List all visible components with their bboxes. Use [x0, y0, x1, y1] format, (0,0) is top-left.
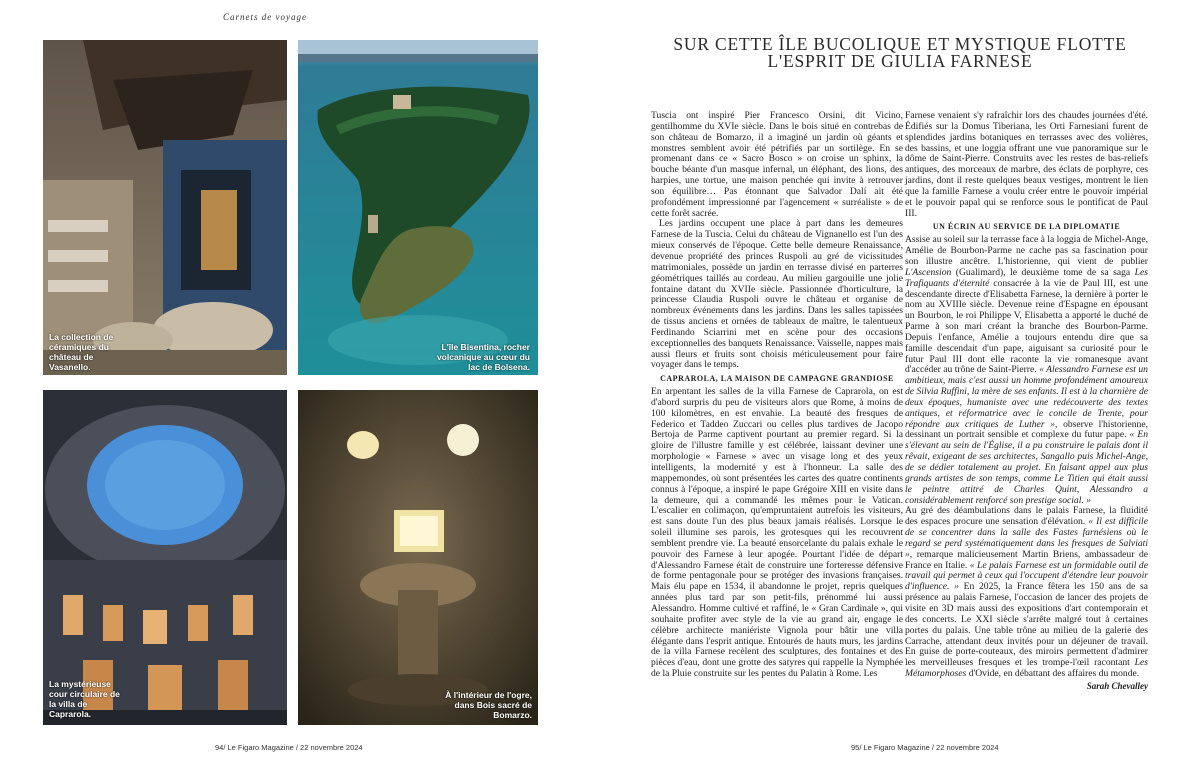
photo-ceramics	[43, 40, 287, 375]
paragraph: Au gré des déambulations dans le palais Farnese, la fluidité des espaces procure une sensation d'élévation. « Il est difficile de se concentrer dans la salle des Fastes farnésiens où le regard se perd systématiquement dans les fresques de Salviati », remarque malicieusement Martin Briens, ambassadeur de France en Italie. « Le palais Farnese est un formidable outil de travail qui permet à ceux qui l'occupent d'étendre leur pouvoir d'influence. » En 2025, la France fêtera les 150 ans de sa présence au palais Farnese, l'occasion de lancer des projets de visite en 3D mais aussi des expositions d'art contemporain et des concerts. Le XXI siècle s'arrête malgré tout à certaines portes du palais. Une table trône au milieu de la galerie des Carrache, attendant deux invités pour un déjeuner de travail. En guise de porte-couteaux, des miroirs permettent d'admirer les merveilleuses fresques et les trompe-l'œil racontant Les Métamorphoses d'Ovide, en débattant des affaires du monde.	[905, 505, 1148, 680]
caption-ogre: À l'intérieur de l'ogre, dans Bois sacré de Bomarzo.	[445, 690, 532, 720]
ogre-image	[298, 390, 538, 725]
caption-bisentina: L'île Bisentina, rocher volcanique au cœur du lac de Bolsena.	[436, 342, 530, 372]
subheading-diplomatie: UN ÉCRIN AU SERVICE DE LA DIPLOMATIE	[932, 222, 1121, 232]
quote: « Le palais Farnese est un formidable outil de travail qui permet à ceux qui l'occupent d'étendre leur pouvoir d'influence. »	[905, 559, 1148, 593]
ceramics-image	[43, 40, 287, 375]
quote: « Alessandro Farnese est un ambitieux, mais c'est aussi un homme profondément amoureux de Silvia Ruffini, la mère de ses enfants. Il est à la charnière de deux époques, humaniste avec une redécouverte des textes antiques, et réformatrice avec le concile de Trente, pour répondre aux critiques de Luther »	[905, 364, 1148, 430]
paragraph: Tuscia ont inspiré Pier Francesco Orsini, dit Vicino, gentilhomme du XVIe siècle. Dans le bois situé en contrebas de son château de Bomarzo, il a imaginé un jardin où géants et monstres semblent avoir été pétrifiés par un sortilège. En se promenant dans ce « Sacro Bosco » on croise un sphinx, la bouche béante d'un masque infernal, un éléphant, des lions, des harpies, une tortue, une maison penchée qui invite à retrouver son équilibre… Pas étonnant que Salvador Dalí ait été profondément impressionné par l'agencement « surréaliste » de cette forêt sacrée.	[651, 110, 903, 219]
photo-ogre	[298, 390, 538, 725]
headline-line-1: SUR CETTE ÎLE BUCOLIQUE ET MYSTIQUE FLOTTE	[673, 34, 1127, 54]
paragraph: En arpentant les salles de la villa Farnese de Caprarola, on est d'abord surpris du peu de visiteurs alors que Rome, à moins de 100 kilomètres, en est envahie. La beauté des fresques de Federico et Taddeo Zuccari ou celles plus tardives de Jacopo Bertoja de Parme captivent pourtant au premier regard. Si la gloire de l'illustre famille y est célébrée, laissant deviner une morphologie « Farnese » avec un visage long et des yeux intelligents, la modernité y est à l'honneur. La salle des mappemondes, où sont présentées les cartes des quatre continents connus à l'époque, a inspiré le pape Grégoire XIII en visite dans la demeure, qui a commandé les mêmes pour le Vatican. L'escalier en colimaçon, qu'empruntaient autrefois les visiteurs, est sans doute l'un des plus beaux jamais réalisés. Lorsque le soleil illumine ses parois, les grotesques qui les recouvrent semblent prendre vie. La beauté ensorcelante du palais exhale le pouvoir des Farnese à leur apogée. Pourtant l'idée de départ d'Alessandro Farnese était de construire une forteresse défensive de forme pentagonale pour se protéger des invasions françaises. Mais élu pape en 1534, il abandonne le projet, repris quelques années plus tard par son petit-fils, prénommé lui aussi Alessandro. Homme cultivé et raffiné, le « Gran Cardinale », qui souhaite profiter avec style de la vie au grand air, engage le célèbre architecte maniériste Vignola pour bâtir une villa élégante dans l'esprit antique. Entourés de hauts murs, les jardins de la villa Farnese recèlent des sculptures, des fontaines et des pièces d'eau, dont une grotte des satyres qui rappelle la Nymphée de la Pluie construite sur les pentes du Palatin à Rome. Les	[651, 386, 903, 680]
headline	[640, 36, 1160, 70]
bisentina-image	[298, 40, 538, 375]
folio-left: 94/ Le Figaro Magazine / 22 novembre 2024	[215, 743, 363, 752]
caprarola-image	[43, 390, 287, 725]
paragraph: Les jardins occupent une place à part dans les demeures Farnese de la Tuscia. Celui du château de Vignanello est l'un des mieux conservés de l'époque. Cette belle demeure Renaissance, devenue propriété des princes Ruspoli au gré de vicissitudes matrimoniales, possède un jardin en terrasse divisé en parterres géométriques taillés au cordeau. Au milieu gargouille une jolie fontaine datant du XVIIe siècle. Passionnée d'horticulture, la princesse Claudia Ruspoli ouvre le château et organise de nombreux événements dans les jardins. Dans les salles tapissées de tissus anciens et ornées de tableaux de maître, le talentueux Ferdinando Sciarrini met en scène pour des occasions exceptionnelles des banquets Renaissance. Vaisselle, nappes mais aussi fleurs et fruits sont choisis méticuleusement pour faire voyager dans le temps.	[651, 218, 903, 371]
photo-bisentina	[298, 40, 538, 375]
folio-right: 95/ Le Figaro Magazine / 22 novembre 2024	[851, 743, 999, 752]
photo-caprarola	[43, 390, 287, 725]
caption-caprarola: La mystérieuse cour circulaire de la villa de Caprarola.	[49, 679, 120, 719]
headline-line-2: L'ESPRIT DE GIULIA FARNESE	[767, 51, 1033, 71]
quote: « Il est difficile de se concentrer dans la salle des Fastes farnésiens où le regard se perd systématiquement dans les fresques de Salviati »	[905, 516, 1148, 560]
paragraph: Assise au soleil sur la terrasse face à la loggia de Michel-Ange, Amélie de Bourbon-Parme ne cache pas sa fascination pour son illustre ancêtre. L'historienne, qui vient de publier L'Ascension (Gualimard), le deuxième tome de sa saga Les Trafiquants d'éternité consacrée à la vie de Paul III, est une descendante directe d'Elisabetta Farnese, la dernière à porter le nom au XVIIIe siècle. Devenue reine d'Espagne en épousant un Bourbon, le roi Philippe V, Elisabetta a apporté le duché de Parme à son mari créant la branche des Bourbon-Parme. Depuis l'enfance, Amélie a toujours entendu dire que sa famille descendait d'un pape, aiguisant sa curiosité pour le futur Paul III dont elle raconte la vie romanesque avant d'accéder au trône de Saint-Pierre. « Alessandro Farnese est un ambitieux, mais c'est aussi un homme profondément amoureux de Silvia Ruffini, la mère de ses enfants. Il est à la charnière de deux époques, humaniste avec une redécouverte des textes antiques, et réformatrice avec le concile de Trente, pour répondre aux critiques de Luther », observe l'historienne, dessinant un portrait sensible et complexe du futur pape. « En s'élevant au sein de l'Église, il a pu construire le palais dont il rêvait, exigeant de ses architectes, Sangallo puis Michel-Ange, de se dédier totalement au projet. En faisant appel aux plus grands artistes de son temps, comme Le Titien qui était aussi le peintre attitré de Charles Quint, Alessandro a considérablement renforcé son prestige social. »	[905, 234, 1149, 506]
article-column-2	[905, 111, 1148, 692]
article-column-1	[651, 111, 903, 680]
quote: « En s'élevant au sein de l'Église, il a pu construire le palais dont il rêvait, exigeant de ses architectes, Sangallo puis Michel-Ange, de se dédier totalement au projet. En faisant appel aux plus grands artistes de son temps, comme Le Titien qui était aussi le peintre attitré de Charles Quint, Alessandro a considérablement renforcé son prestige social. »	[905, 429, 1148, 506]
author-signature: Sarah Chevalley	[1086, 680, 1148, 691]
paragraph: Farnese venaient s'y rafraîchir lors des chaudes journées d'été. Édifiés sur la Domus Tiberiana, les Orti Farnesiani furent de splendides jardins botaniques en terrasses avec des volières, des bassins, et une loggia offrant une vue panoramique sur le dôme de Saint-Pierre. Construits avec les restes de bas-reliefs antiques, des morceaux de marbre, des éclats de porphyre, ces jardins, dont il reste quelques beaux vestiges, montrent le lien que la famille Farnese a voulu créer entre le pouvoir impérial et le pouvoir papal qui se renforce sous le pontificat de Paul III.	[905, 110, 1148, 219]
caption-ceramics: La collection de céramiques du château de Vasanello.	[49, 332, 114, 372]
running-head: Carnets de voyage	[223, 12, 307, 22]
subheading-caprarola: CAPRAROLA, LA MAISON DE CAMPAGNE GRANDIOSE	[660, 374, 894, 384]
